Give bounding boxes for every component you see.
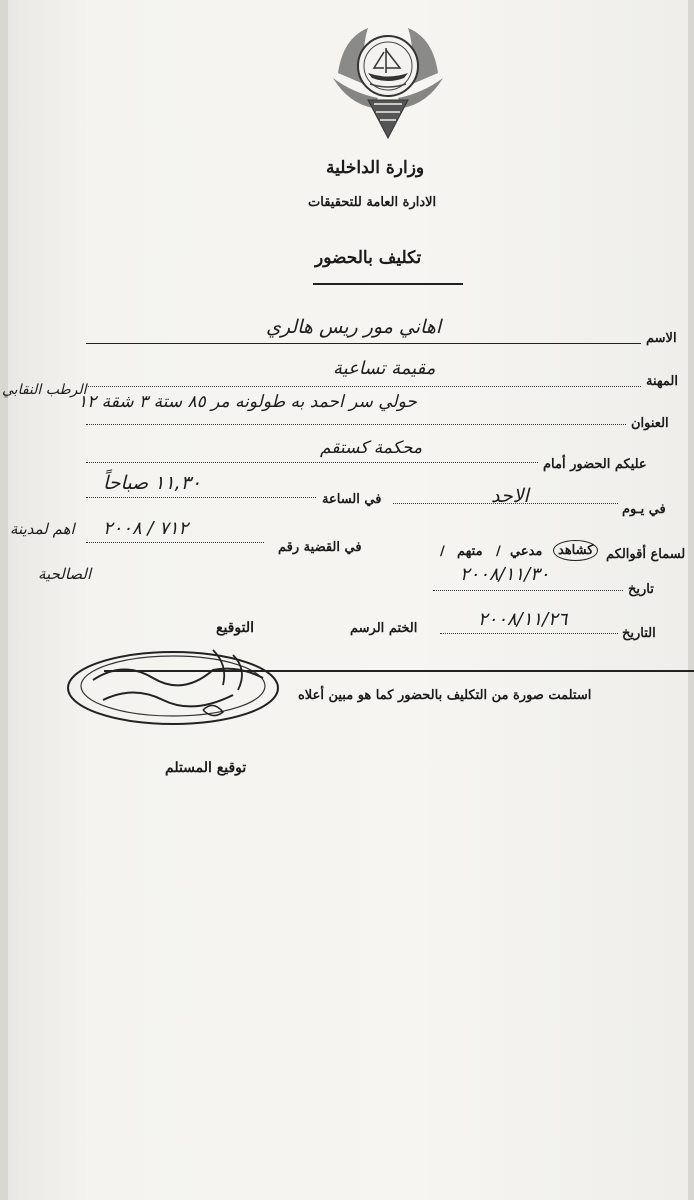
job-value: مقيمة تساعية	[333, 358, 436, 379]
case-line	[86, 542, 264, 543]
case-label: في القضية رقم	[278, 540, 362, 555]
date-line	[433, 590, 623, 591]
name-value: اهاني مور ريس هالري	[266, 316, 442, 338]
title-underline	[313, 283, 463, 285]
name-line	[86, 343, 641, 344]
job-line	[86, 386, 641, 387]
time-label: في الساعة	[322, 492, 382, 507]
case-extra-1: اهم لمدينة	[10, 520, 75, 538]
receipt-text: استلمت صورة من التكليف بالحضور كما هو مبين أعلاه	[298, 688, 592, 703]
role-witness-circled: كشاهد	[553, 540, 598, 561]
date-label: تاريخ	[628, 582, 654, 597]
address-line	[86, 424, 626, 425]
case-extra-2: الصالحية	[38, 565, 92, 583]
seal-label: الختم الرسم	[350, 621, 418, 636]
role-accused: متهم	[457, 544, 483, 559]
case-value: ٧١٢ / ٢٠٠٨	[103, 518, 189, 539]
job-label: المهنة	[646, 374, 678, 389]
day-value: الاحد	[491, 485, 529, 507]
name-label: الاسم	[646, 331, 677, 346]
hear-label: لسماع أقوالكم	[606, 547, 686, 562]
attend-before-label: عليكم الحضور أمام	[543, 457, 647, 472]
address-label: العنوان	[631, 416, 669, 431]
address-value: حولي سر احمد به طولونه مر ٨٥ ستة ٣ شقة ١٢	[78, 392, 417, 412]
issue-date-line	[440, 633, 618, 634]
attend-before-line	[86, 462, 538, 463]
section-divider	[104, 670, 694, 672]
kuwait-emblem-icon	[328, 18, 448, 143]
official-signature-stamp-icon	[63, 640, 283, 730]
time-line	[86, 497, 316, 498]
document-page: وزارة الداخلية الادارة العامة للتحقيقات تكليف بالحضور الاسم اهاني مور ريس هالري المهنة مقيمة تساعية العنوان حولي سر احمد به طولونه مر ٨٥ ستة ٣ شقة ١٢ الرطب النقابي عليكم الحضور أمام محكمة كستقم في يـوم الاحد في الساعة ١١,٣٠ صباحاً لسماع أقوالكم كشاهد مدعي / متهم / في القضية رقم ٧١٢ / ٢٠٠٨ اهم لمدينة الصالحية تاريخ ٢٠٠٨/١١/٣٠ التاريخ ٢٠٠٨/١١/٢٦ الختم الرسم التوقيع استلمت صورة من التكليف بالحضور كما هو مبين أعلاه توقيع المستلم	[8, 0, 688, 1200]
day-label: في يـوم	[622, 502, 666, 517]
signature-label: التوقيع	[216, 620, 254, 636]
role-plaintiff: مدعي	[510, 544, 543, 559]
form-title: تكليف بالحضور	[315, 248, 422, 268]
attend-before-value: محكمة كستقم	[320, 438, 423, 458]
department-title: الادارة العامة للتحقيقات	[308, 195, 437, 210]
ministry-title: وزارة الداخلية	[326, 158, 425, 178]
date-value: ٢٠٠٨/١١/٣٠	[460, 564, 550, 585]
day-line	[393, 503, 618, 504]
issue-date-label: التاريخ	[622, 626, 656, 641]
address-extra: الرطب النقابي	[2, 382, 87, 398]
issue-date-value: ٢٠٠٨/١١/٢٦	[478, 609, 568, 630]
receiver-signature-label: توقيع المستلم	[165, 760, 247, 776]
time-value: ١١,٣٠ صباحاً	[103, 472, 202, 494]
